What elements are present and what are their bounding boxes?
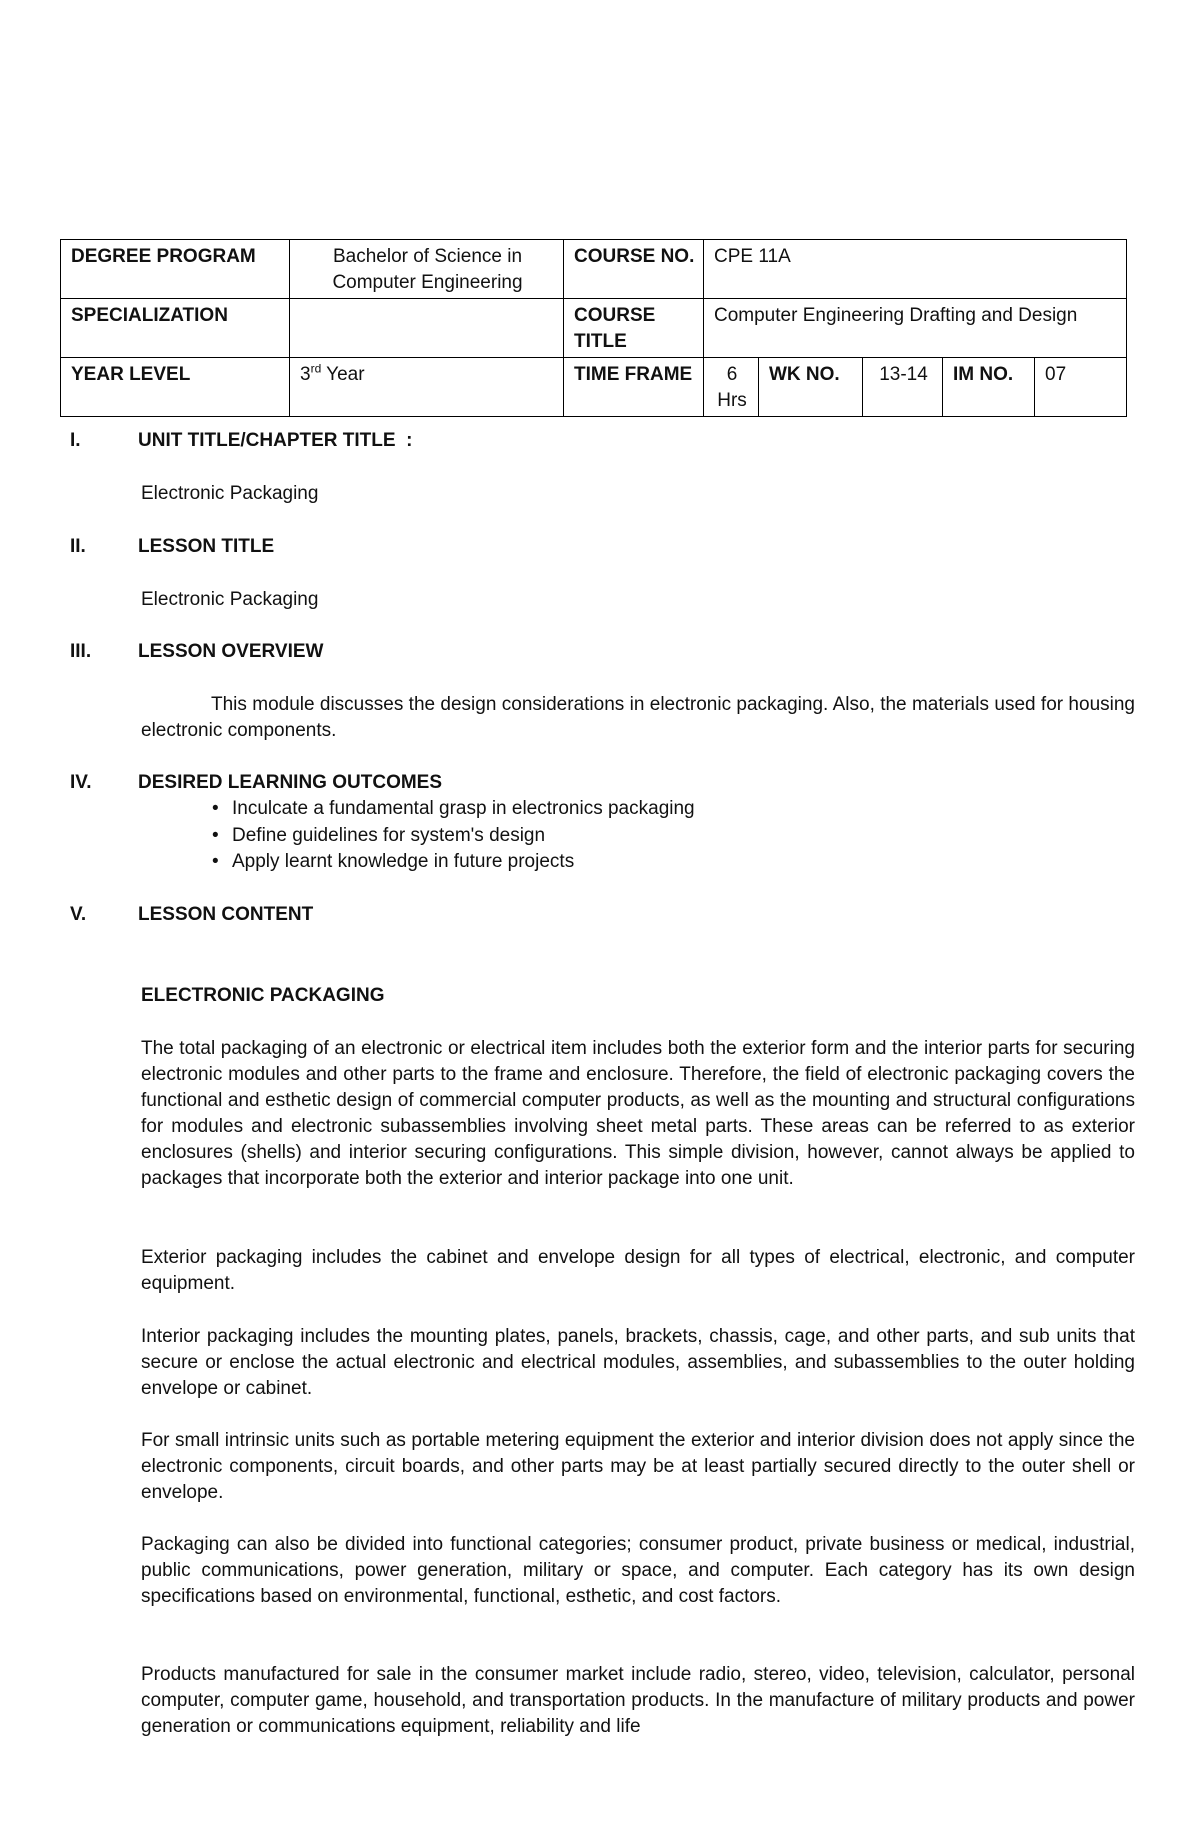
section-unit-title <box>70 428 412 454</box>
degree-program-label: DEGREE PROGRAM <box>61 240 290 299</box>
outcome-text: Inculcate a fundamental grasp in electronics packaging <box>232 798 695 819</box>
wk-no-value: 13-14 <box>863 358 943 417</box>
section-learning-outcomes <box>70 770 442 796</box>
year-level-ordinal: rd <box>310 361 322 376</box>
outcomes-list <box>212 796 695 876</box>
list-item <box>212 796 695 823</box>
table-row <box>61 299 1127 358</box>
content-paragraph: Exterior packaging includes the cabinet and envelope design for all types of electrical, electronic, and computer equipment. <box>141 1247 1135 1294</box>
time-frame-label: TIME FRAME <box>564 358 704 417</box>
content-paragraph: Products manufactured for sale in the consumer market include radio, stereo, video, television, calculator, personal computer, computer game, household, and transportation products. In the manufacture of military products and power generation or communications equipment, reliability and life <box>141 1664 1135 1737</box>
year-level-number: 3 <box>300 364 311 385</box>
list-item <box>212 849 695 876</box>
lesson-title-value: Electronic Packaging <box>141 589 319 610</box>
content-paragraph: Packaging can also be divided into functional categories; consumer product, private business or medical, industrial, public communications, power generation, military or space, and computer. Each category has its own design specifications based on environmental, functional, esthetic, and cost factors. <box>141 1534 1135 1607</box>
bullet-icon: • <box>212 851 219 872</box>
section-heading: LESSON TITLE <box>138 536 275 557</box>
section-heading: DESIRED LEARNING OUTCOMES <box>138 772 443 793</box>
outcome-text: Apply learnt knowledge in future projects <box>232 851 575 872</box>
year-level-value <box>290 358 564 417</box>
section-heading: UNIT TITLE/CHAPTER TITLE : <box>138 430 413 451</box>
year-level-label: YEAR LEVEL <box>61 358 290 417</box>
course-title-label: COURSE TITLE <box>564 299 704 358</box>
content-heading: ELECTRONIC PACKAGING <box>141 985 385 1006</box>
wk-no-label: WK NO. <box>759 358 863 417</box>
section-heading: LESSON OVERVIEW <box>138 641 324 662</box>
section-lesson-content <box>70 902 313 928</box>
time-frame-value: 6 Hrs <box>704 358 759 417</box>
im-no-value: 07 <box>1035 358 1127 417</box>
year-level-word: Year <box>321 364 365 385</box>
im-no-label: IM NO. <box>943 358 1035 417</box>
specialization-label: SPECIALIZATION <box>61 299 290 358</box>
section-number: V. <box>70 904 87 925</box>
course-info-table <box>60 239 1127 417</box>
course-title-value: Computer Engineering Drafting and Design <box>704 299 1127 358</box>
section-heading: LESSON CONTENT <box>138 904 314 925</box>
unit-title-value: Electronic Packaging <box>141 483 319 504</box>
content-paragraph: For small intrinsic units such as portable metering equipment the exterior and interior division does not apply since the electronic components, circuit boards, and other parts may be at least partially secured directly to the outer shell or envelope. <box>141 1430 1135 1503</box>
section-number: II. <box>70 536 86 557</box>
section-number: I. <box>70 430 81 451</box>
table-row <box>61 358 1127 417</box>
section-number: IV. <box>70 772 92 793</box>
list-item <box>212 823 695 850</box>
bullet-icon: • <box>212 798 219 819</box>
outcome-text: Define guidelines for system's design <box>232 824 546 846</box>
content-paragraph: Interior packaging includes the mounting plates, panels, brackets, chassis, cage, and other parts, and sub units that secure or enclose the actual electronic and electrical modules, assemblies, and subassemblies to the outer holding envelope or cabinet. <box>141 1326 1135 1399</box>
section-lesson-title <box>70 534 274 560</box>
section-number: III. <box>70 641 92 662</box>
table-row <box>61 240 1127 299</box>
course-no-value: CPE 11A <box>704 240 1127 299</box>
course-no-label: COURSE NO. <box>564 240 704 299</box>
degree-program-value: Bachelor of Science in Computer Engineering <box>290 240 564 299</box>
lesson-overview-text: This module discusses the design considerations in electronic packaging. Also, the materials used for housing electronic components. <box>141 694 1135 741</box>
bullet-icon: • <box>212 824 219 846</box>
section-lesson-overview <box>70 639 323 665</box>
content-paragraph: The total packaging of an electronic or electrical item includes both the exterior form and the interior parts for securing electronic modules and other parts to the frame and enclosure. Therefore, the field of electronic packaging covers the functional and esthetic design of commercial computer products, as well as the mounting and structural configurations for modules and electronic subassemblies involving sheet metal parts. These areas can be referred to as exterior enclosures (shells) and interior securing configurations. This simple division, however, cannot always be applied to packages that incorporate both the exterior and interior package into one unit. <box>141 1038 1135 1189</box>
specialization-value <box>290 299 564 358</box>
